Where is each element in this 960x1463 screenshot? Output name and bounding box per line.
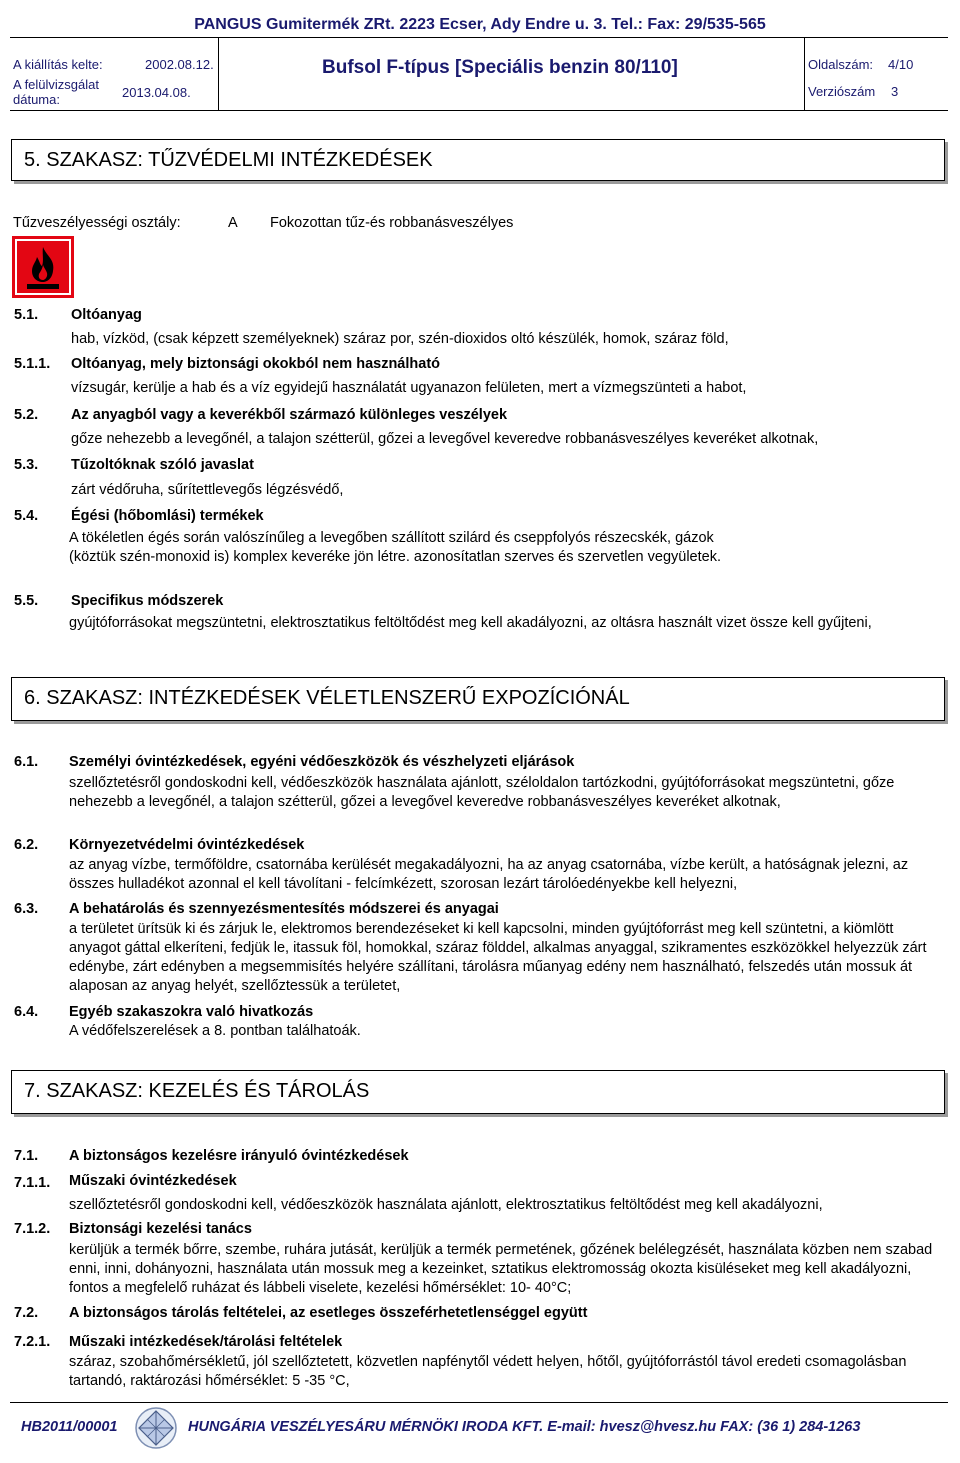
fire-class-value: A (228, 215, 238, 231)
footer-company-contact: HUNGÁRIA VESZÉLYESÁRU MÉRNÖKI IRODA KFT. E-mail: hvesz@hvesz.hu FAX: (36 1) 284-1263 (188, 1419, 861, 1435)
document-title: Bufsol F-típus [Speciális benzin 80/110] (322, 57, 678, 78)
item-title-7-2-1: Műszaki intézkedések/tárolási feltételek (69, 1334, 343, 1350)
item-text-5-3: zárt védőruha, sűrítettlevegős légzésvédő, (71, 482, 344, 498)
item-title-5-2: Az anyagból vagy a keverékből származó különleges veszélyek (71, 407, 508, 423)
item-number-5-2: 5.2. (14, 407, 39, 423)
issue-date: 2002.08.12. (145, 57, 214, 72)
item-title-5-5: Specifikus módszerek (71, 593, 224, 609)
item-text-7-1-1: szellőztetésről gondoskodni kell, védőeszközök használata ajánlott, elektrosztatikus feltöltődést meg kell akadályozni, (69, 1197, 823, 1213)
review-date-label-2: dátuma: (13, 92, 60, 107)
item-text-5-1-1: vízsugár, kerülje a hab és a víz egyidejű használatát ugyanazon felületen, mert a vízmegszünteti a habot, (71, 380, 747, 396)
item-number-6-2: 6.2. (14, 837, 39, 853)
item-number-5-1: 5.1. (14, 307, 39, 323)
item-text-6-4: A védőfelszerelések a 8. pontban találhatoák. (69, 1023, 361, 1039)
flammable-hazard-icon (11, 235, 75, 299)
item-title-6-2: Környezetvédelmi óvintézkedések (69, 837, 305, 853)
fire-class-description: Fokozottan tűz-és robbanásveszélyes (270, 215, 514, 231)
item-text-5-1: hab, vízköd, (csak képzett személyeknek) száraz por, szén-dioxidos oltó készülék, homok, száraz föld, (71, 331, 729, 347)
section-6-heading: 6. SZAKASZ: INTÉZKEDÉSEK VÉLETLENSZERŰ EXPOZÍCIÓNÁL (24, 687, 630, 709)
page-number-label: Oldalszám: (808, 57, 874, 72)
fire-class-label: Tűzveszélyességi osztály: (13, 215, 181, 231)
item-title-5-1: Oltóanyag (71, 307, 142, 323)
item-title-6-4: Egyéb szakaszokra való hivatkozás (69, 1004, 314, 1020)
company-logo-icon (134, 1406, 178, 1450)
item-title-7-1: A biztonságos kezelésre irányuló óvintézkedések (69, 1148, 409, 1164)
section-7-heading-box (11, 1070, 945, 1114)
item-number-6-3: 6.3. (14, 901, 39, 917)
item-text-6-3: a területet ürítsük ki és zárjuk le, elektromos berendezéseket ki kell kapcsolni, minden gyújtóforrást meg kell szüntetni, a kiömlött anyagot gáttal elkeríteni, fedjük le, itassuk föl, homokkal, száraz földdel, alkalmas anyaggal, szikramentes eszközökkel helyezzük zárt edénybe, zárt edényben a megsemmisítés helyére szállítani, tárolásra műanyag edény nem használható, felszedés után mossuk át alaposan az anyag helyét, szellőztessük a területet, (69, 921, 927, 994)
item-title-5-3: Tűzoltóknak szóló javaslat (71, 457, 254, 473)
header-divider-left (218, 38, 219, 110)
item-title-6-3: A behatárolás és szennyezésmentesítés módszerei és anyagai (69, 901, 499, 917)
item-number-7-2-1: 7.2.1. (14, 1334, 51, 1350)
footer-rule (10, 1402, 948, 1403)
item-number-6-4: 6.4. (14, 1004, 39, 1020)
item-number-6-1: 6.1. (14, 754, 39, 770)
header-divider-right (804, 38, 805, 110)
item-number-5-3: 5.3. (14, 457, 39, 473)
item-number-5-5: 5.5. (14, 593, 39, 609)
item-text-6-2: az anyag vízbe, termőföldre, csatornába kerülését megakadályozni, ha az anyag csatornába, vízbe került, a hatóságnak jelezni, az összes hulladékot azonnal el kell távolítani - felcímkézett, szorosan lezárt tárolóedényekbe kell helyezni, (69, 857, 909, 892)
footer-code: HB2011/00001 (21, 1419, 118, 1435)
item-text-6-1: szellőztetésről gondoskodni kell, védőeszközök használata ajánlott, széloldalon tartózkodni, gyújtóforrásokat megszüntetni, gőze nehezebb a levegőnél, a talajon szétterül, gőzei a levegővel keveredve robbanásveszélyes keveréket alkotnak, (69, 775, 895, 810)
item-number-7-1-1: 7.1.1. (14, 1175, 51, 1191)
item-text-5-2: gőze nehezebb a levegőnél, a talajon szétterül, gőzei a levegővel keveredve robbanásveszélyes keveréket alkotnak, (71, 431, 819, 447)
item-title-5-1-1: Oltóanyag, mely biztonsági okokból nem használható (71, 356, 441, 372)
item-title-5-4: Égési (hőbomlási) termékek (71, 508, 264, 524)
item-text-7-1-2: kerüljük a termék bőrre, szembe, ruhára jutását, kerüljük a termék permetének, gőzének belélegzését, használata közben nem szabad enni, inni, dohányozni, használata után mossuk meg a kezeinket, sztatikus elektromosság okozta kisüléseket meg kell akadályozni, fontos a megfelelő ruházat és lábbeli viselete, kezelési hőmérséklet: 10- 40°C; (69, 1242, 933, 1296)
review-date: 2013.04.08. (122, 85, 191, 100)
item-number-5-1-1: 5.1.1. (14, 356, 51, 372)
item-text-5-5: gyújtóforrásokat megszüntetni, elektrosztatikus feltöltődést meg kell akadályozni, az oltásra használt vizet össze kell gyűjteni, (69, 615, 872, 631)
item-title-6-1: Személyi óvintézkedések, egyéni védőeszközök és vészhelyzeti eljárások (69, 754, 575, 770)
item-text-5-4: A tökéletlen égés során valószínűleg a levegőben szállított szilárd és cseppfolyós részecskék, gázok (köztük szén-monoxid is) komplex keveréke jön létre. azonosítatlan szerves és szervetlen vegyületek. (69, 530, 721, 565)
item-title-7-1-2: Biztonsági kezelési tanács (69, 1221, 252, 1237)
item-number-5-4: 5.4. (14, 508, 39, 524)
review-date-label: A felülvizsgálat (13, 77, 99, 92)
section-7-heading: 7. SZAKASZ: KEZELÉS ÉS TÁROLÁS (24, 1080, 370, 1102)
item-number-7-1-2: 7.1.2. (14, 1221, 51, 1237)
item-title-7-1-1: Műszaki óvintézkedések (69, 1173, 237, 1189)
section-5-heading-box (11, 139, 945, 181)
item-text-7-2-1: száraz, szobahőmérsékletű, jól szellőztetett, közvetlen napfénytől védett helyen, hőtől, gyújtóforrástól távol eredeti csomagolásban tartandó, raktározási hőmérséklet: 5 -35 °C, (69, 1354, 907, 1389)
company-line: PANGUS Gumitermék ZRt. 2223 Ecser, Ady Endre u. 3. Tel.: Fax: 29/535-565 (194, 16, 766, 33)
version-label: Verziószám (808, 84, 876, 99)
header-top-rule (10, 37, 948, 38)
header-bottom-rule (10, 110, 948, 111)
section-6-heading-box (11, 677, 945, 721)
version-number: 3 (891, 84, 899, 99)
item-number-7-1: 7.1. (14, 1148, 39, 1164)
item-number-7-2: 7.2. (14, 1305, 39, 1321)
section-5-heading: 5. SZAKASZ: TŰZVÉDELMI INTÉZKEDÉSEK (24, 149, 433, 171)
page-number: 4/10 (888, 57, 914, 72)
issue-date-label: A kiállítás kelte: (13, 57, 103, 72)
item-title-7-2: A biztonságos tárolás feltételei, az esetleges összeférhetetlenséggel együtt (69, 1305, 588, 1321)
